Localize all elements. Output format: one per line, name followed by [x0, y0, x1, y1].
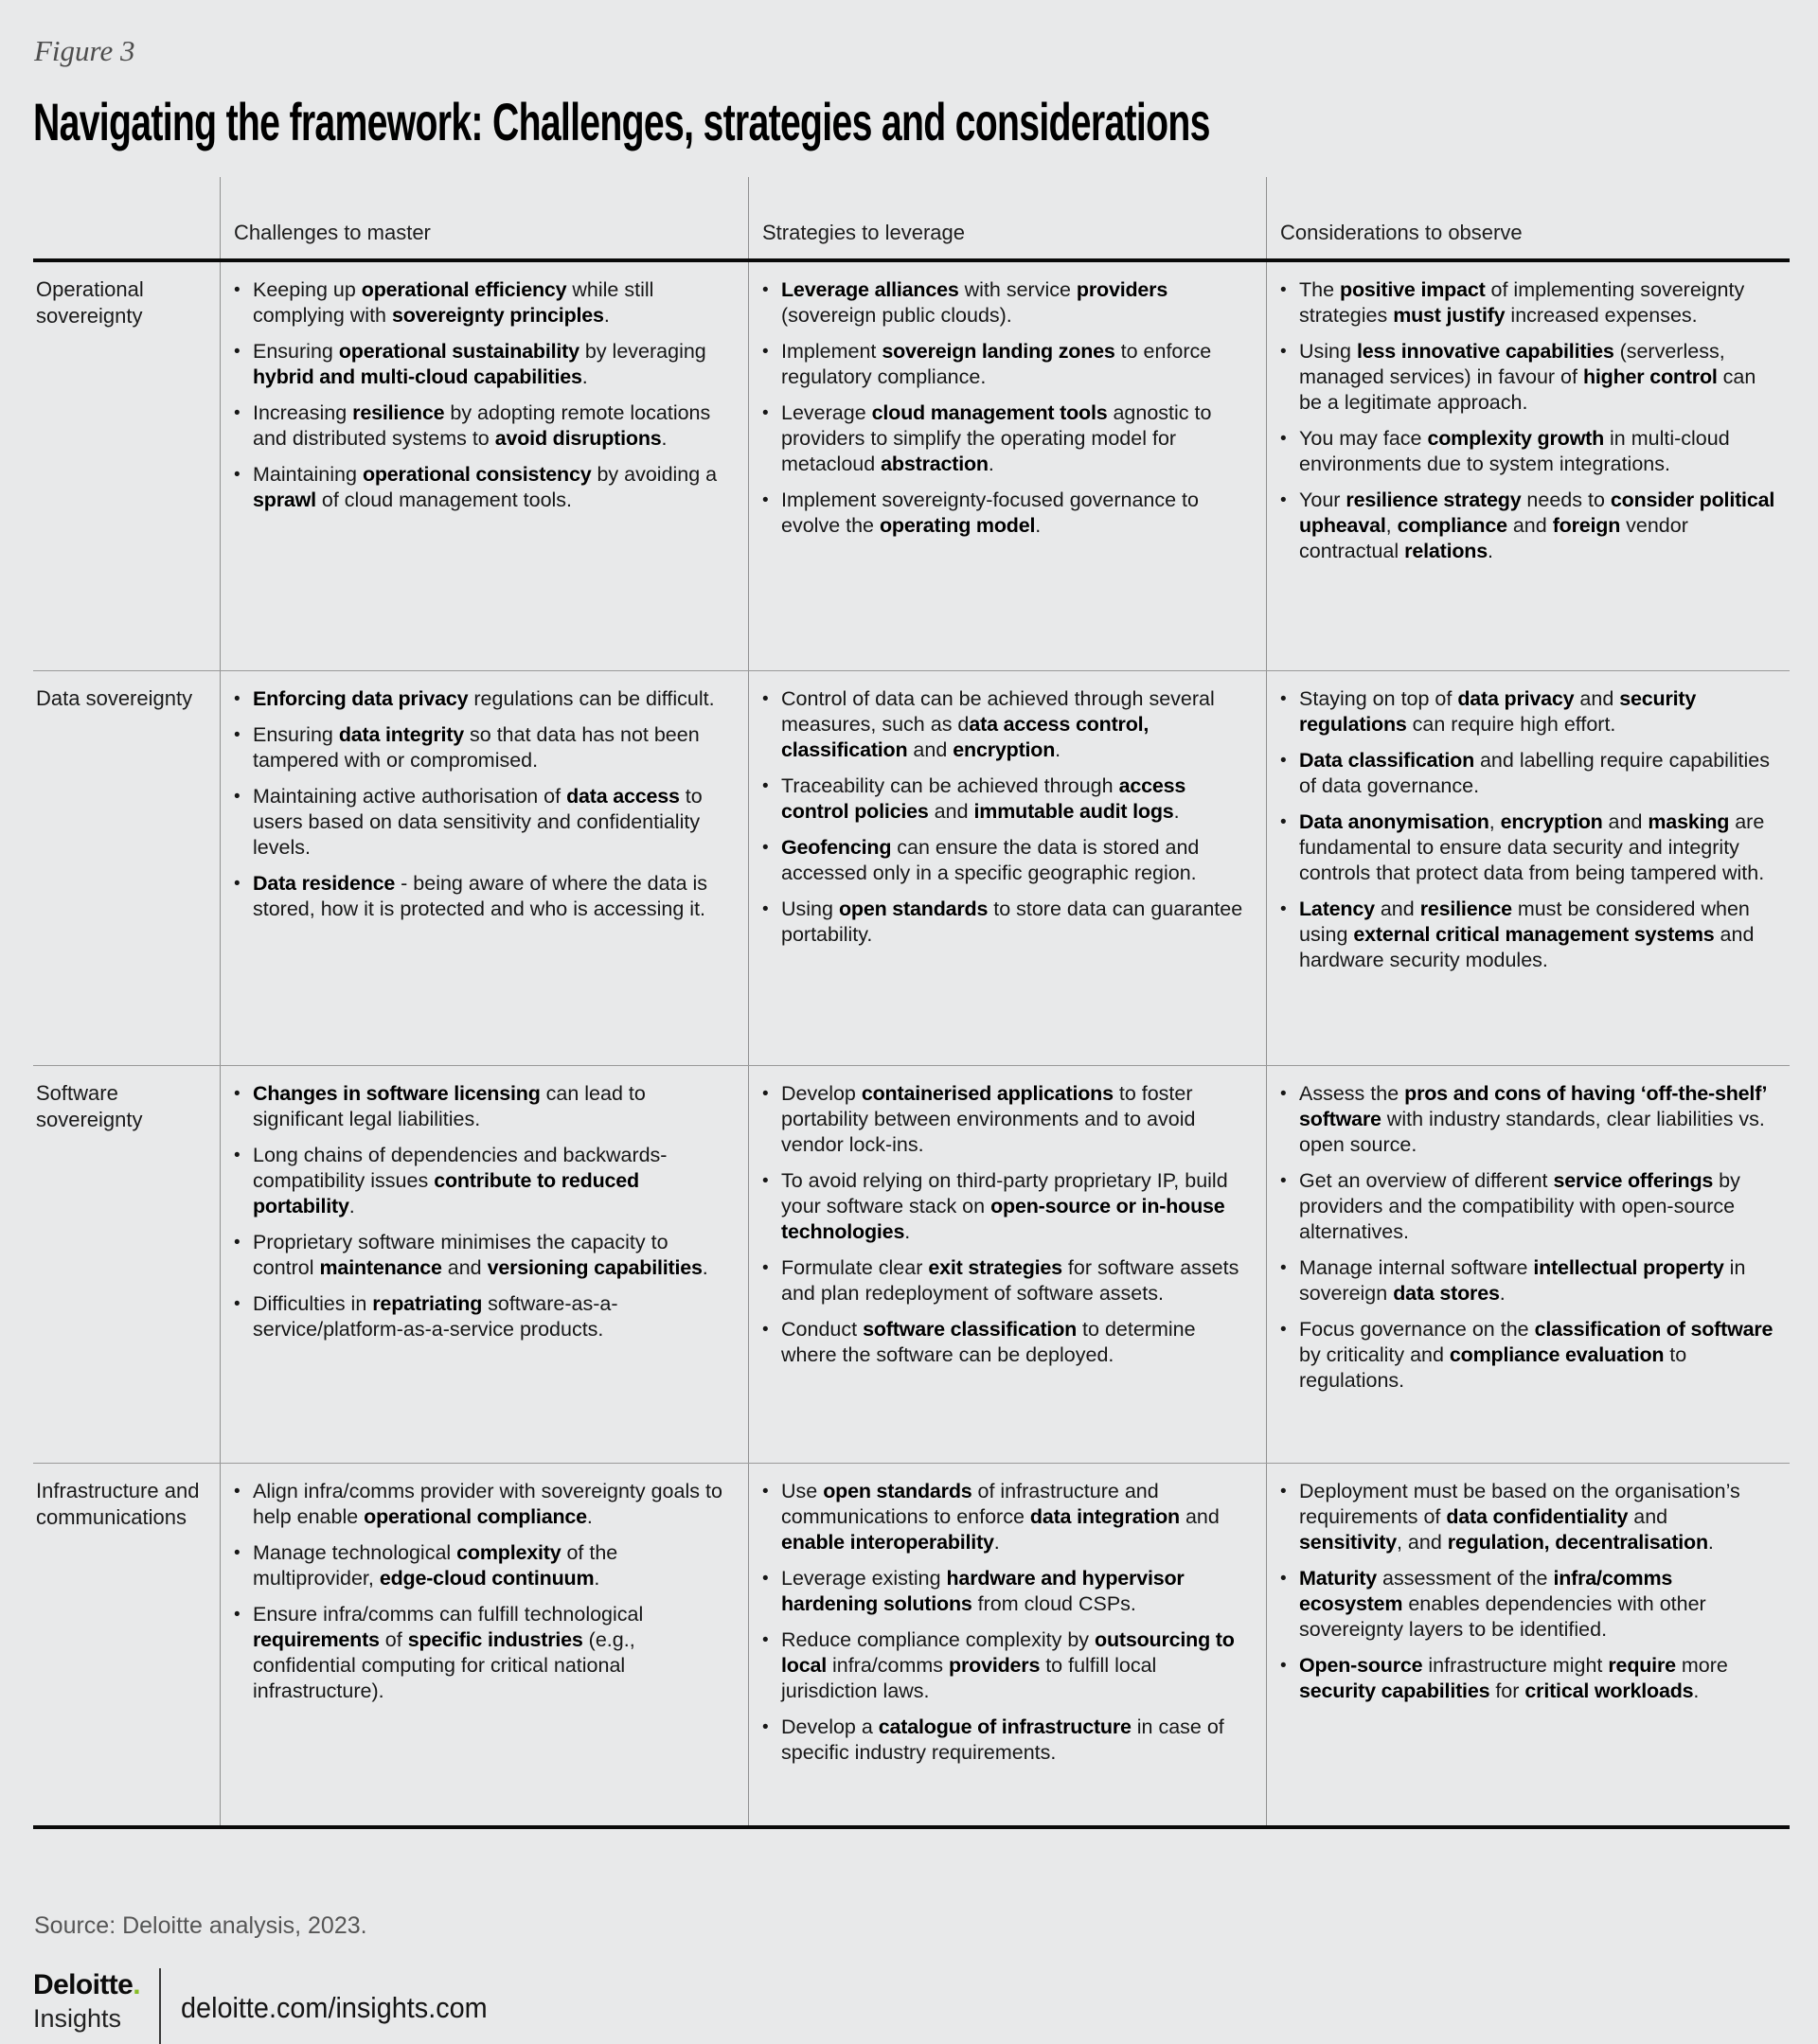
bullet-icon: • — [1280, 899, 1287, 919]
bullet-icon: • — [762, 1258, 769, 1278]
bullet-text: The positive impact of implementing sovereignty strategies must justify increased expenses. — [1299, 278, 1745, 327]
bullet-item — [234, 1479, 735, 1530]
bullet-icon: • — [1280, 1320, 1287, 1340]
bullet-item — [762, 488, 1253, 539]
strategies-cell — [748, 671, 1266, 1065]
bullet-item — [234, 1540, 735, 1591]
bullet-item — [1280, 1081, 1776, 1158]
bullet-icon: • — [762, 1171, 769, 1191]
bullet-icon: • — [234, 1482, 241, 1502]
bullet-text: Long chains of dependencies and backwards-compatibility issues contribute to reduced portability. — [253, 1144, 668, 1218]
bullet-item — [234, 277, 735, 329]
bullet-item — [1280, 1255, 1776, 1306]
bullet-text: Deployment must be based on the organisation’s requirements of data confidentiality and sensitivity, and regulation, decentralisation. — [1299, 1480, 1740, 1554]
challenges-cell — [220, 1066, 748, 1463]
bullet-icon: • — [1280, 751, 1287, 771]
bullet-item — [762, 1168, 1253, 1245]
challenges-cell — [220, 262, 748, 670]
figure-label: Figure 3 — [34, 34, 135, 67]
bullet-text: To avoid relying on third-party proprietary IP, build your software stack on open-source or in-house technologies. — [781, 1169, 1228, 1243]
bullet-text: Conduct software classification to determine where the software can be deployed. — [781, 1318, 1196, 1366]
considerations-cell — [1266, 1464, 1790, 1825]
bullet-item — [762, 1479, 1253, 1555]
bullet-item — [234, 871, 735, 922]
bullet-icon: • — [1280, 280, 1287, 300]
bullet-item — [762, 1627, 1253, 1704]
bullet-icon: • — [762, 689, 769, 709]
bullet-icon: • — [1280, 812, 1287, 832]
bullet-text: Ensuring data integrity so that data has not been tampered with or compromised. — [253, 723, 700, 772]
bullet-text: Get an overview of different service offerings by providers and the compatibility with open-source alternatives. — [1299, 1169, 1740, 1243]
bullet-icon: • — [762, 899, 769, 919]
bullet-item — [1280, 1168, 1776, 1245]
bullet-item — [234, 339, 735, 390]
row-label: Data sovereignty — [36, 686, 193, 710]
bullet-text: Ensure infra/comms can fulfill technological requirements of specific industries (e.g., confidential computing for critical national infrastructure). — [253, 1603, 644, 1702]
bullet-text: Changes in software licensing can lead to significant legal liabilities. — [253, 1082, 646, 1130]
bullet-icon: • — [234, 1146, 241, 1165]
bullet-icon: • — [1280, 1084, 1287, 1104]
bullet-text: Leverage alliances with service providers (sovereign public clouds). — [781, 278, 1168, 327]
bullet-icon: • — [762, 403, 769, 423]
strategies-cell — [748, 262, 1266, 670]
bullet-item — [762, 1081, 1253, 1158]
bullet-text: Using open standards to store data can guarantee portability. — [781, 898, 1243, 946]
bullet-icon: • — [1280, 342, 1287, 362]
bullet-item — [762, 339, 1253, 390]
bullet-item — [1280, 748, 1776, 799]
bullet-item — [234, 722, 735, 773]
source-note: Source: Deloitte analysis, 2023. — [34, 1912, 367, 1939]
row-label: Operational sovereignty — [36, 277, 144, 328]
bullet-text: Leverage existing hardware and hypervisor hardening solutions from cloud CSPs. — [781, 1567, 1185, 1615]
bullet-item — [762, 1566, 1253, 1617]
bullet-icon: • — [1280, 429, 1287, 449]
considerations-cell — [1266, 262, 1790, 670]
bullet-icon: • — [762, 1482, 769, 1502]
bullet-text: Proprietary software minimises the capacity to control maintenance and versioning capabilities. — [253, 1231, 708, 1279]
bullet-item — [762, 1715, 1253, 1766]
bullet-text: Develop a catalogue of infrastructure in case of specific industry requirements. — [781, 1715, 1224, 1764]
bullet-text: Formulate clear exit strategies for software assets and plan redeployment of software assets. — [781, 1256, 1239, 1305]
bullet-icon: • — [234, 403, 241, 423]
framework-table — [33, 177, 1790, 1829]
bullet-text: Data classification and labelling require capabilities of data governance. — [1299, 749, 1770, 797]
bullet-text: Manage technological complexity of the multiprovider, edge-cloud continuum. — [253, 1541, 618, 1590]
table-header-row — [33, 177, 1790, 262]
bullet-text: Ensuring operational sustainability by leveraging hybrid and multi-cloud capabilities. — [253, 340, 706, 388]
bullet-item — [1280, 426, 1776, 477]
bullet-text: Implement sovereignty-focused governance to evolve the operating model. — [781, 489, 1199, 537]
bullet-item — [1280, 488, 1776, 564]
bullet-text: Maturity assessment of the infra/comms ecosystem enables dependencies with other sovereignty layers to be identified. — [1299, 1567, 1706, 1641]
bullet-icon: • — [762, 280, 769, 300]
bullet-item — [762, 835, 1253, 886]
bullet-text: Develop containerised applications to foster portability between environments and to avoid vendor lock-ins. — [781, 1082, 1196, 1156]
bullet-text: Keeping up operational efficiency while still complying with sovereignty principles. — [253, 278, 654, 327]
deloitte-green-dot-icon: . — [133, 1969, 140, 2000]
bullet-icon: • — [234, 280, 241, 300]
bullet-text: Assess the pros and cons of having ‘off-the-shelf’ software with industry standards, clear liabilities vs. open source. — [1299, 1082, 1767, 1156]
footer-divider — [159, 1968, 161, 2044]
bullet-text: Open-source infrastructure might require more security capabilities for critical workloads. — [1299, 1654, 1728, 1702]
bullet-item — [234, 784, 735, 861]
bullet-item — [234, 462, 735, 513]
bullet-item — [1280, 1317, 1776, 1394]
bullet-text: Maintaining active authorisation of data access to users based on data sensitivity and confidentiality levels. — [253, 785, 703, 859]
bullet-text: Data residence - being aware of where the data is stored, how it is protected and who is accessing it. — [253, 872, 708, 920]
bullet-icon: • — [1280, 1171, 1287, 1191]
bullet-item — [1280, 1653, 1776, 1704]
bullet-icon: • — [1280, 1258, 1287, 1278]
bullet-icon: • — [1280, 1569, 1287, 1589]
bullet-text: Control of data can be achieved through several measures, such as data access control, classification and encryption. — [781, 687, 1215, 761]
bullet-item — [1280, 897, 1776, 973]
bullet-item — [762, 1255, 1253, 1306]
bullet-text: Your resilience strategy needs to consider political upheaval, compliance and foreign vendor contractual relations. — [1299, 489, 1775, 562]
bullet-item — [762, 897, 1253, 948]
table-row — [33, 1065, 1790, 1463]
deloitte-wordmark — [33, 1969, 156, 2001]
bullet-icon: • — [762, 490, 769, 510]
bullet-icon: • — [1280, 1482, 1287, 1502]
bullet-item — [762, 277, 1253, 329]
bullet-icon: • — [234, 1543, 241, 1563]
bullet-item — [1280, 277, 1776, 329]
bullet-text: Latency and resilience must be considered when using external critical management systems and hardware security modules. — [1299, 898, 1755, 971]
bullet-item — [234, 686, 735, 712]
column-header-strategies: Strategies to leverage — [748, 177, 1266, 258]
bullet-text: Use open standards of infrastructure and communications to enforce data integration and enable interoperability. — [781, 1480, 1220, 1554]
bullet-icon: • — [762, 776, 769, 796]
bullet-text: Manage internal software intellectual property in sovereign data stores. — [1299, 1256, 1746, 1305]
bullet-icon: • — [234, 1233, 241, 1253]
bullet-text: Enforcing data privacy regulations can be difficult. — [253, 687, 715, 710]
bullet-text: Difficulties in repatriating software-as-a-service/platform-as-a-service products. — [253, 1292, 618, 1341]
bullet-item — [1280, 686, 1776, 738]
bullet-item — [234, 1230, 735, 1281]
bullet-item — [762, 773, 1253, 825]
bullet-icon: • — [762, 1717, 769, 1737]
bullet-item — [762, 400, 1253, 477]
bullet-item — [1280, 1479, 1776, 1555]
bullet-icon: • — [234, 1084, 241, 1104]
deloitte-insights-logo — [33, 1969, 156, 2034]
bullet-item — [1280, 339, 1776, 416]
bullet-item — [762, 1317, 1253, 1368]
row-label: Software sovereignty — [36, 1081, 143, 1131]
bullet-icon: • — [762, 1630, 769, 1650]
challenges-cell — [220, 1464, 748, 1825]
table-row — [33, 670, 1790, 1065]
challenges-cell — [220, 671, 748, 1065]
bullet-icon: • — [234, 1294, 241, 1314]
bullet-icon: • — [762, 838, 769, 858]
strategies-cell — [748, 1464, 1266, 1825]
column-header-considerations: Considerations to observe — [1266, 177, 1790, 258]
bullet-icon: • — [234, 725, 241, 745]
bullet-icon: • — [1280, 1656, 1287, 1676]
bullet-text: Data anonymisation, encryption and masking are fundamental to ensure data security and integrity controls that protect data from being tampered with. — [1299, 810, 1765, 884]
bullet-icon: • — [234, 465, 241, 485]
bullet-icon: • — [762, 1084, 769, 1104]
bullet-item — [234, 400, 735, 452]
bullet-text: Leverage cloud management tools agnostic to providers to simplify the operating model for metacloud abstraction. — [781, 401, 1212, 475]
bullet-icon: • — [762, 1320, 769, 1340]
considerations-cell — [1266, 671, 1790, 1065]
bullet-item — [1280, 809, 1776, 886]
bullet-text: Increasing resilience by adopting remote locations and distributed systems to avoid disruptions. — [253, 401, 711, 450]
bullet-icon: • — [234, 874, 241, 894]
bullet-item — [234, 1602, 735, 1704]
row-label: Infrastructure and communications — [36, 1479, 200, 1529]
bullet-text: Focus governance on the classification of software by criticality and compliance evaluation to regulations. — [1299, 1318, 1773, 1392]
bullet-text: Maintaining operational consistency by avoiding a sprawl of cloud management tools. — [253, 463, 718, 511]
page-title: Navigating the framework: Challenges, strategies and considerations — [33, 92, 1210, 151]
table-row — [33, 262, 1790, 670]
bullet-text: Reduce compliance complexity by outsourcing to local infra/comms providers to fulfill local jurisdiction laws. — [781, 1628, 1235, 1702]
header-spacer-cell — [33, 177, 220, 258]
bullet-text: Staying on top of data privacy and security regulations can require high effort. — [1299, 687, 1697, 736]
bullet-text: Implement sovereign landing zones to enforce regulatory compliance. — [781, 340, 1212, 388]
considerations-cell — [1266, 1066, 1790, 1463]
insights-wordmark: Insights — [33, 2004, 122, 2033]
table-row — [33, 1463, 1790, 1825]
bullet-item — [234, 1291, 735, 1342]
bullet-item — [1280, 1566, 1776, 1643]
bullet-icon: • — [234, 689, 241, 709]
bullet-item — [234, 1081, 735, 1132]
brand-name: Deloitte — [33, 1969, 134, 2000]
strategies-cell — [748, 1066, 1266, 1463]
bullet-icon: • — [234, 787, 241, 807]
bullet-text: You may face complexity growth in multi-cloud environments due to system integrations. — [1299, 427, 1730, 475]
bullet-icon: • — [762, 1569, 769, 1589]
bullet-text: Traceability can be achieved through access control policies and immutable audit logs. — [781, 774, 1186, 823]
bullet-icon: • — [234, 1605, 241, 1625]
bullet-text: Using less innovative capabilities (serverless, managed services) in favour of higher control can be a legitimate approach. — [1299, 340, 1756, 414]
bullet-icon: • — [1280, 490, 1287, 510]
bullet-text: Geofencing can ensure the data is stored and accessed only in a specific geographic region. — [781, 836, 1200, 884]
bullet-icon: • — [234, 342, 241, 362]
column-header-challenges: Challenges to master — [220, 177, 748, 258]
bullet-item — [762, 686, 1253, 763]
bullet-icon: • — [1280, 689, 1287, 709]
bullet-icon: • — [762, 342, 769, 362]
bullet-item — [234, 1143, 735, 1219]
bullet-text: Align infra/comms provider with sovereignty goals to help enable operational compliance. — [253, 1480, 722, 1528]
table-body — [33, 262, 1790, 1829]
footer-url: deloitte.com/insights.com — [181, 1991, 488, 2024]
